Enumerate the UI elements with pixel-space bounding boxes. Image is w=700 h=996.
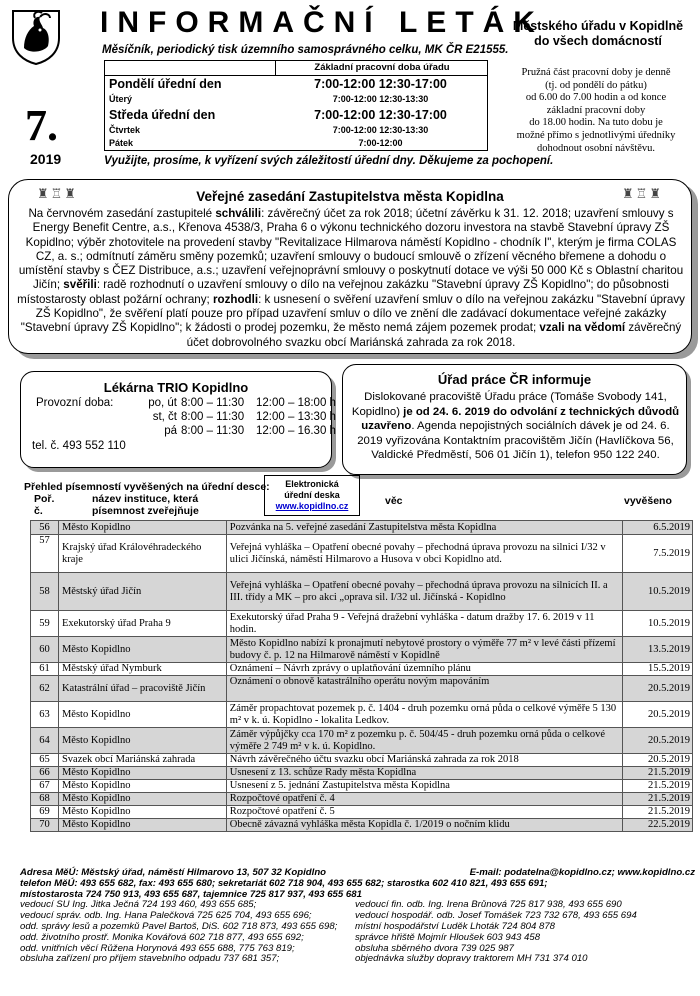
flexible-hours-note: Pružná část pracovní doby je denně (tj. od pondělí do pátku) od 6.00 do 7.00 hodin a od konce základní pracovní doby do 18.00 hodin. Na tuto dobu je možné přímo s jednotlivými úředníky dohodnout osobní návštěvu. bbox=[516, 67, 676, 154]
col-header-institution: název instituce, která písemnost zveřejňuje bbox=[92, 493, 199, 517]
contact-row: odd. správy lesů a pozemků Pavel Bartoš, DiS. 602 718 873, 493 655 698; místní hospodářství Luděk Lhoták 724 804 878 bbox=[20, 921, 556, 932]
table-row: 65 Svazek obcí Mariánská zahrada Návrh závěrečného účtu svazku obcí Mariánská zahrada za rok 2018 20.5.2019 bbox=[31, 754, 693, 767]
newsletter-subtitle: Měsíčník, periodický tisk územního samosprávného celku, MK ČR E21555. bbox=[102, 44, 509, 56]
labour-office-title: Úřad práce ČR informuje bbox=[437, 372, 592, 387]
coat-of-arms-icon bbox=[10, 8, 62, 66]
recipients-note: Městského úřadu v Kopidlně do všech domácností bbox=[512, 19, 684, 48]
table-row: 60 Město Kopidlno Město Kopidlno nabízí k pronajmutí nebytové prostory o výměře 77 m² v levé části přízemí budovy č. p. 12 na Hilmarově náměstí v Kopidlně 13.5.2019 bbox=[31, 637, 693, 663]
table-row: 70 Město Kopidlno Obecně závazná vyhláška města Kopidla č. 1/2019 o nočním klidu 22.5.2019 bbox=[31, 819, 693, 832]
pharmacy-title: Lékárna TRIO Kopidlno bbox=[103, 380, 249, 395]
table-row: 56 Město Kopidlno Pozvánka na 5. veřejné zasedání Zastupitelstva města Kopidlna 6.5.2019 bbox=[31, 521, 693, 535]
pharmacy-phone: tel. č. 493 552 110 bbox=[32, 440, 126, 452]
issue-number: 7. bbox=[25, 101, 58, 150]
contact-row: odd. životního prostř. Monika Kovářová 602 718 877, 493 655 692; správce hřiště Mojmír Hloušek 603 943 458 bbox=[20, 932, 541, 943]
table-row: 59 Exekutorský úřad Praha 9 Exekutorský úřad Praha 9 - Veřejná dražební vyhláška - datum dražby 17. 6. 2019 v 11 hodin. 10.5.2019 bbox=[31, 611, 693, 637]
council-meeting-title: Veřejné zasedání Zastupitelstva města Kopidlna bbox=[196, 189, 504, 204]
pharmacy-box: Lékárna TRIO Kopidlno Provozní doba: po, út st, čt pá 8:00 – 11:30 8:00 – 11:30 8:00 – 11:30 12:00 – 18:00 h 12:00 – 13:30 h 12:00 – 16.30 h tel. č. 493 552 110 bbox=[20, 371, 332, 468]
table-row: 68 Město Kopidlno Rozpočtové opatření č. 4 21.5.2019 bbox=[31, 793, 693, 806]
table-row: 62 Katastrální úřad – pracoviště Jičín Oznámení o obnově katastrálního operátu novým mapováním 20.5.2019 bbox=[31, 676, 693, 702]
labour-office-text: Dislokované pracoviště Úřadu práce (Tomáše Svobody 141, Kopidlno) je od 24. 6. 2019 do odvolání z technických důvodů uzavřeno. Agenda nepojistných sociálních dávek je od 24. 6. 2019 vyřizována Kontaktním pracovištěm Jičín (Havlíčkova 56, Valdické Předměstí, 506 01 Jičín 1), telefon 950 122 240. bbox=[351, 391, 680, 462]
col-header-item: věc bbox=[385, 495, 403, 507]
table-row: 63 Město Kopidlno Záměr propachtovat pozemek p. č. 1404 - druh pozemku orná půda o celkové výměře 5 130 m² v k. ú. Kopidlno - lokalita Ledkov. 20.5.2019 bbox=[31, 702, 693, 728]
contacts-footer: Adresa MěÚ: Městský úřad, náměstí Hilmarovo 13, 507 32 Kopidlno E-mail: podatelna@kopidlno.cz; www.kopidlno.cz telefon MěÚ: 493 655 682, fax: 493 655 680; sekretariát 602 718 904, 493 655 682; starostka 602 410 821, 493 655 691; místostarosta 724 750 913, 493 655 687, tajemnice 725 817 937, 493 655 681 vedoucí SÚ Ing. Jitka Ječná 724 193 460, 493 655 685; vedoucí fin. odb. Ing. Irena Brůnová 725 817 938, 493 655 690 vedoucí správ. odb. Ing. Hana Palečková 725 625 704, 493 655 696; vedoucí hospodář. odb. Josef Tomášek 723 732 678, 493 655 694 odd. správy lesů a pozemků Pavel Bartoš, DiS. 602 718 873, 493 655 698; místní hospodářství Luděk Lhoták 724 804 878 odd. životního prostř. Monika Kovářová 602 718 877, 493 655 692; správce hřiště Mojmír Hloušek 603 943 458 odd. vnitřních věcí Růžena Horynová 493 655 688, 775 763 819; obsluha sběrného dvora 739 025 987 obsluha zařízení pro příjem stavebního odpadu 737 681 357; objednávka služby dopravy traktorem MH 731 374 010 bbox=[20, 867, 695, 965]
issue-year: 2019 bbox=[30, 151, 62, 167]
electronic-notice-board-box: Elektronická úřední deska www.kopidlno.cz bbox=[264, 475, 360, 516]
col-header-number: Poř. č. bbox=[34, 493, 55, 517]
office-hours-row: Pondělí úřední den 7:00-12:00 12:30-17:00 bbox=[109, 77, 447, 91]
office-hours-row: Úterý 7:00-12:00 12:30-13:30 bbox=[109, 94, 429, 104]
notice-board-table bbox=[30, 520, 693, 832]
notice-board-label: Přehled písemností vyvěšených na úřední desce: bbox=[24, 481, 270, 493]
contact-row: vedoucí SÚ Ing. Jitka Ječná 724 193 460, 493 655 685; vedoucí fin. odb. Ing. Irena Brůnová 725 817 938, 493 655 690 bbox=[20, 900, 622, 911]
contact-row: obsluha zařízení pro příjem stavebního odpadu 737 681 357; objednávka služby dopravy traktorem MH 731 374 010 bbox=[20, 954, 588, 965]
labour-office-box bbox=[342, 364, 687, 475]
table-row: 58 Městský úřad Jičín Veřejná vyhláška – Opatření obecné povahy – přechodná úprava provozu na silnicích II. a III. třídy a MK – pro akci „oprava sil. I/32 ul. Jičínská - Kopidlno 10.5.2019 bbox=[31, 573, 693, 611]
newsletter-title: INFORMAČNÍ LETÁK bbox=[100, 6, 544, 39]
castle-ornament-icon: ♜♖♜ bbox=[37, 186, 78, 201]
table-row: 66 Město Kopidlno Usnesení z 13. schůze Rady města Kopidlna 21.5.2019 bbox=[31, 767, 693, 780]
appeal-line: Využijte, prosíme, k vyřízení svých záležitostí úřední dny. Děkujeme za pochopení. bbox=[104, 155, 554, 167]
table-row: 69 Město Kopidlno Rozpočtové opatření č. 5 21.5.2019 bbox=[31, 806, 693, 819]
office-hours-row: Pátek 7:00-12:00 bbox=[109, 138, 403, 148]
council-meeting-text: Na červnovém zasedání zastupitelé schválili: závěrečný účet za rok 2018; účetní závěrku k 31. 12. 2018; uzavření smlouvy s Energy Benefit Centre, a.s., Křenova 4538/3, Praha 6 o výkonu technického dozoru investora na stavbě Stavební úpravy ZŠ Kopidlno; výběr zhotovitele na provedení stavby "Revitalizace Hilmarova náměstí Kopidlno - chodník I", kterým je firma COLAS CZ, a. s.; odmítnutí záměru směny pozemků; uzavření smlouvy o budoucí smlouvě o zřízení věcného břemene a dohodu o umístění stavby s ČEZ Distribuce, a.s.; uzavření veřejnoprávní smlouvy o poskytnutí dotace ve výši 50 000 Kč s Oblastní charitou Jičín; svěřili: radě rozhodnutí o uzavření smlouvy o dílo na veřejnou zakázku "Stavební úpravy ZŠ Kopidlno"; do působnosti místostarosty oblast požární ochrany; rozhodli: k usnesení o svěření uzavření smluv o dílo na veřejnou zakázku "Stavební úpravy ZŠ Kopidlno", že svěření platí pouze pro případ uzavření smluv o dílo ve znění dle zadávací dokumentace veřejné zakázky "Stavební úpravy ZŠ Kopidlno"; k žádosti o prodej pozemku, že město nemá zájem pozemek prodat; vzali na vědomí závěrečný účet dobrovolného svazku obcí Mariánská zahrada za rok 2018. bbox=[17, 207, 685, 349]
castle-ornament-icon: ♜♖♜ bbox=[622, 186, 663, 201]
council-meeting-box bbox=[8, 179, 692, 354]
office-hours-row: Středa úřední den 7:00-12:00 12:30-17:00 bbox=[109, 108, 447, 122]
office-hours-row: Čtvrtek 7:00-12:00 12:30-13:30 bbox=[109, 125, 429, 135]
notice-board-link[interactable]: www.kopidlno.cz bbox=[275, 501, 349, 511]
contact-row: vedoucí správ. odb. Ing. Hana Palečková 725 625 704, 493 655 696; vedoucí hospodář. odb. Josef Tomášek 723 732 678, 493 655 694 bbox=[20, 911, 637, 922]
office-hours-heading: Základní pracovní doba úřadu bbox=[314, 62, 450, 73]
table-row: 67 Město Kopidlno Usnesení z 5. jednání Zastupitelstva města Kopidlna 21.5.2019 bbox=[31, 780, 693, 793]
table-row: 57 Krajský úřad Královéhradeckého kraje Veřejná vyhláška – Opatření obecné povahy – přechodná úprava provozu na silnici I/32 v ulici Jičínská, náměstí Hilmarovo a Husova v obci Kopidlno atd. 7.5.2019 bbox=[31, 535, 693, 573]
table-row: 64 Město Kopidlno Záměr výpůjčky cca 170 m² z pozemku p. č. 504/45 - druh pozemku orná půda o celkové výměře 2 749 m² v k. ú. Kopidlno. 20.5.2019 bbox=[31, 728, 693, 754]
contact-row: odd. vnitřních věcí Růžena Horynová 493 655 688, 775 763 819; obsluha sběrného dvora 739 025 987 bbox=[20, 943, 514, 954]
table-row: 61 Městský úřad Nymburk Oznámení – Návrh zprávy o uplatňování územního plánu 15.5.2019 bbox=[31, 663, 693, 676]
contact-email-web: E-mail: podatelna@kopidlno.cz; www.kopidlno.cz bbox=[469, 867, 695, 878]
office-hours-table bbox=[104, 60, 488, 151]
col-header-date: vyvěšeno bbox=[624, 495, 672, 507]
